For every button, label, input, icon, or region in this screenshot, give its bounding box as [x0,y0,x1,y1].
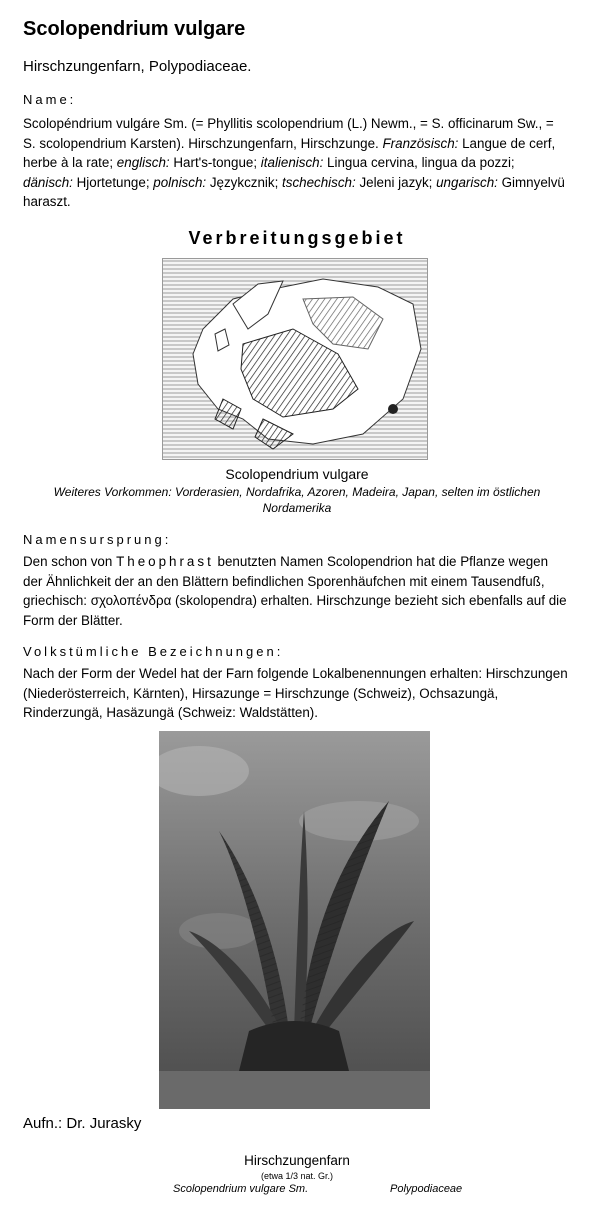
text-run: Scolopéndrium vulgáre Sm. (= Phyllitis scolopendrium (L.) Newm., = S. officinarum Sw., = S. scolopendrium Karsten). Hirschzungenfarn, Hirschzunge. [23,116,554,151]
map-note: Weiteres Vorkommen: Vorderasien, Nordafrika, Azoren, Madeira, Japan, selten im östlichen Nordamerika [53,485,541,515]
text-run: benutzten Namen Scolopendrion hat die Pflanze wegen der Ähnlichkeit der an den Blättern befindlichen Sporenhäufchen mit einem Tausendfuß, griechisch: σχολοπένδρα (skolopendra) erhalten. Hirschzunge bezieht sich ebenfalls auf die Form der Blätter. [23,554,567,628]
text-run: englisch: [116,155,170,170]
family-line: Hirschzungenfarn, Polypodiaceae. [23,58,252,75]
page-title: Scolopendrium vulgare [23,18,246,40]
photo-caption-latin: Scolopendrium vulgare Sm. [173,1183,309,1195]
text-run: Gimnyelvü haraszt. [23,174,565,209]
photo-credit: Aufn.: Dr. Jurasky [23,1115,142,1132]
map-caption: Scolopendrium vulgare [225,466,369,482]
folk-names-paragraph: Nach der Form der Wedel hat der Farn folgende Lokalbenennungen erhalten: Hirschzungen (Niederösterreich, Kärnten), Hirsazunge = Hirschzunge (Schweiz), Ochsazungä, Rinderzungä, Hasäzungä (Schweiz: Waldstätten). [23,666,568,720]
text-run: Den schon von [23,554,117,569]
distribution-map [162,258,428,460]
text-run: Lingua cervina, lingua da pozzi; [323,155,515,170]
distribution-heading: Verbreitungsgebiet [188,228,406,248]
text-run: Jeleni jazyk; [355,174,437,190]
folk-names-heading: Volkstümliche Bezeichnungen: [23,644,284,659]
photo-caption-name: Hirschzungenfarn [244,1153,350,1168]
text-run: Französisch: [382,135,459,151]
origin-paragraph [23,552,568,630]
text-run: tschechisch: [282,174,356,190]
text-run: Hart's-tongue; [169,155,261,170]
text-run: dänisch: [23,174,73,190]
name-paragraph [23,114,568,212]
text-run: polnisch: [153,174,207,190]
photo-caption-family: Polypodiaceae [390,1183,463,1195]
text-run: Theophrast [116,554,214,569]
text-run: Język​cznik; [206,174,283,190]
origin-heading: Namensursprung: [23,532,172,547]
text-run: Langue de cerf, herbe à la rate; [23,135,556,170]
name-heading: Name: [23,92,77,107]
text-run: italienisch: [260,155,324,170]
photo-caption-scale: (etwa 1/3 nat. Gr.) [260,1171,334,1181]
text-run: Hjortetunge; [72,174,154,190]
text-run: ungarisch: [436,174,498,190]
fern-photo [159,731,430,1109]
